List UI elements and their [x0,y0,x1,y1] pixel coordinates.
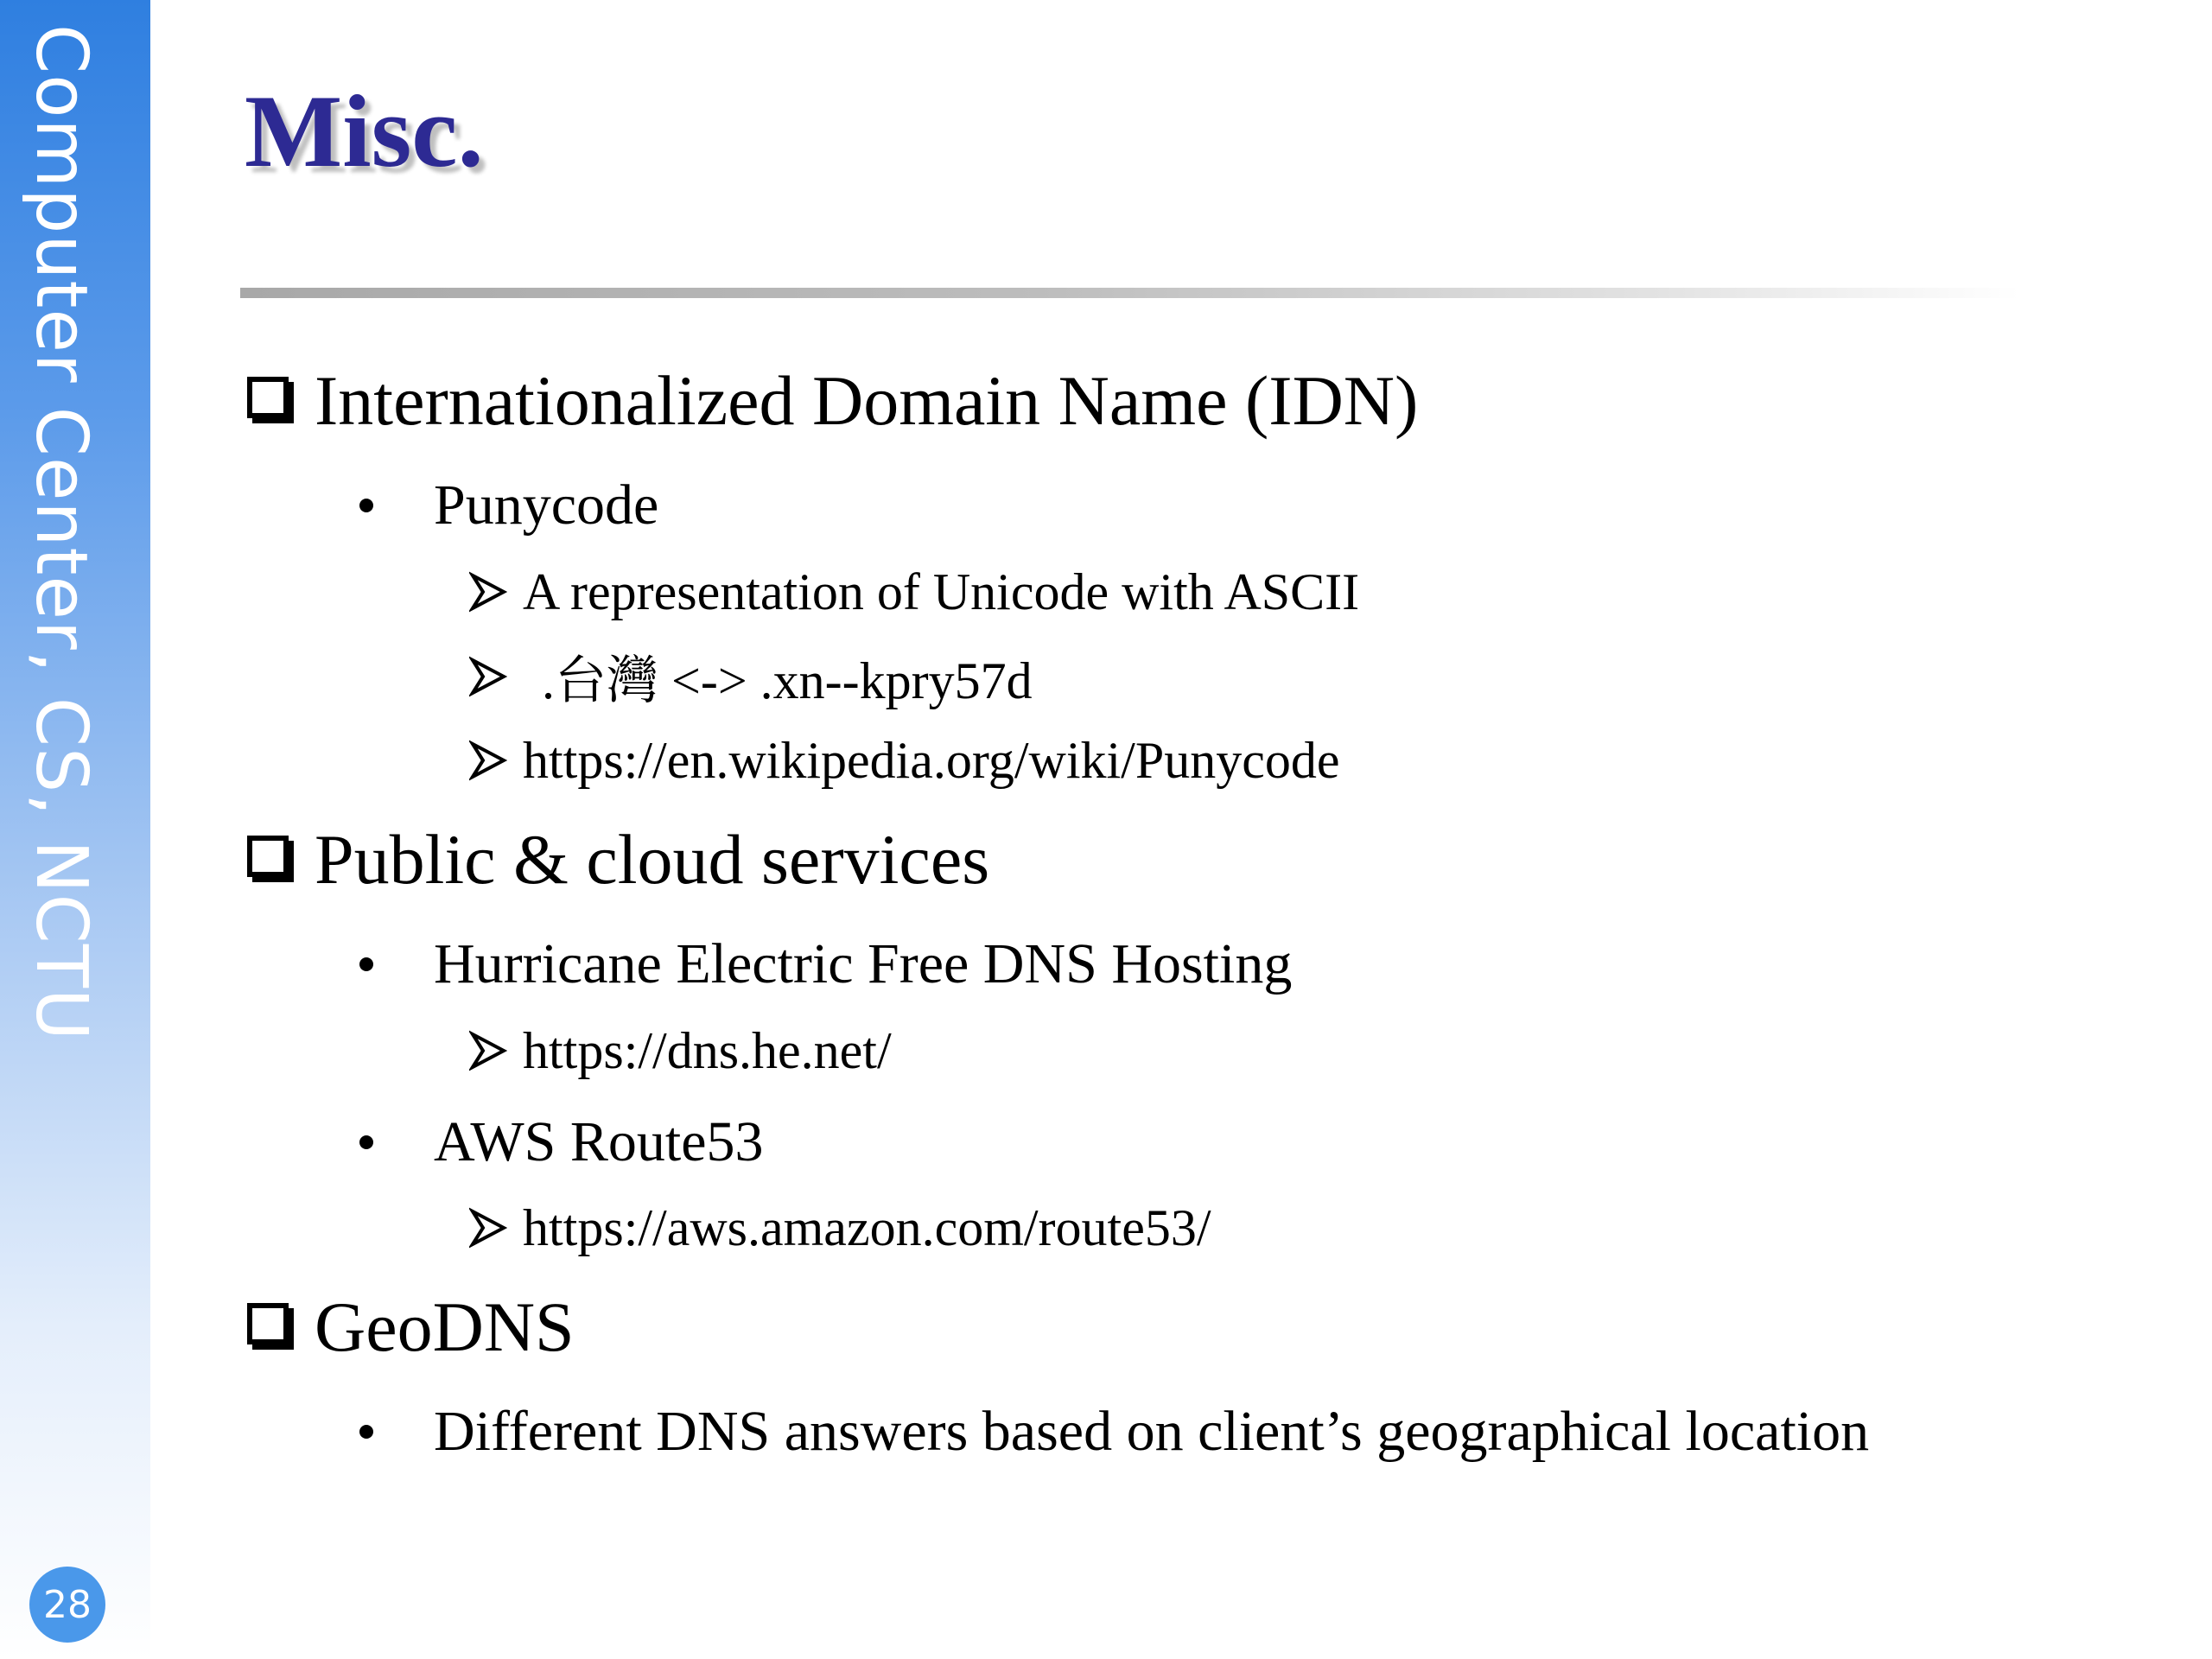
bullet-hurricane-electric [354,925,1292,1003]
bullet-text: AWS Route53 [434,1110,764,1173]
subitem-text: .台灣 <-> .xn--kpry57d [542,652,1033,709]
page-number-badge: 28 [29,1567,105,1643]
bullet-dot-icon [359,1135,373,1149]
slide-title: Misc. [245,73,484,188]
arrowhead-icon [469,1029,507,1072]
arrowhead-icon [469,655,507,698]
subitem-link-text[interactable]: https://dns.he.net/ [523,1021,892,1079]
bullet-dot-icon [359,499,373,512]
section-heading-text: GeoDNS [315,1287,575,1366]
subitem-wikipedia-link[interactable] [469,726,1339,795]
sidebar-vertical-title: Computer Center, CS, NCTU [20,24,102,1041]
checkbox-icon [247,836,289,877]
section-heading-cloud [247,817,989,903]
arrowhead-icon [469,570,507,613]
arrowhead-icon [469,1206,507,1249]
checkbox-icon [247,377,289,418]
subitem-link-text[interactable]: https://aws.amazon.com/route53/ [523,1198,1211,1256]
bullet-dot-icon [359,1425,373,1439]
bullet-punycode [354,467,658,544]
subitem-link-text[interactable]: https://en.wikipedia.org/wiki/Punycode [523,731,1340,789]
subitem-he-link[interactable] [469,1016,892,1085]
bullet-text: Hurricane Electric Free DNS Hosting [434,932,1293,995]
section-heading-idn [247,358,1418,444]
checkbox-icon [247,1303,289,1344]
subitem-unicode-representation [469,557,1359,626]
section-heading-text: Internationalized Domain Name (IDN) [315,361,1419,440]
bullet-text: Punycode [434,474,659,537]
bullet-geodns-description [354,1393,1869,1471]
bullet-dot-icon [359,957,373,971]
bullet-text: Different DNS answers based on client’s geographical location [434,1400,1870,1463]
arrowhead-icon [469,739,507,782]
section-heading-text: Public & cloud services [315,820,990,899]
subitem-punycode-example [469,642,1033,711]
bullet-aws-route53 [354,1103,764,1181]
subitem-aws-link[interactable] [469,1193,1211,1262]
subitem-text: A representation of Unicode with ASCII [523,563,1360,620]
section-heading-geodns [247,1284,575,1370]
